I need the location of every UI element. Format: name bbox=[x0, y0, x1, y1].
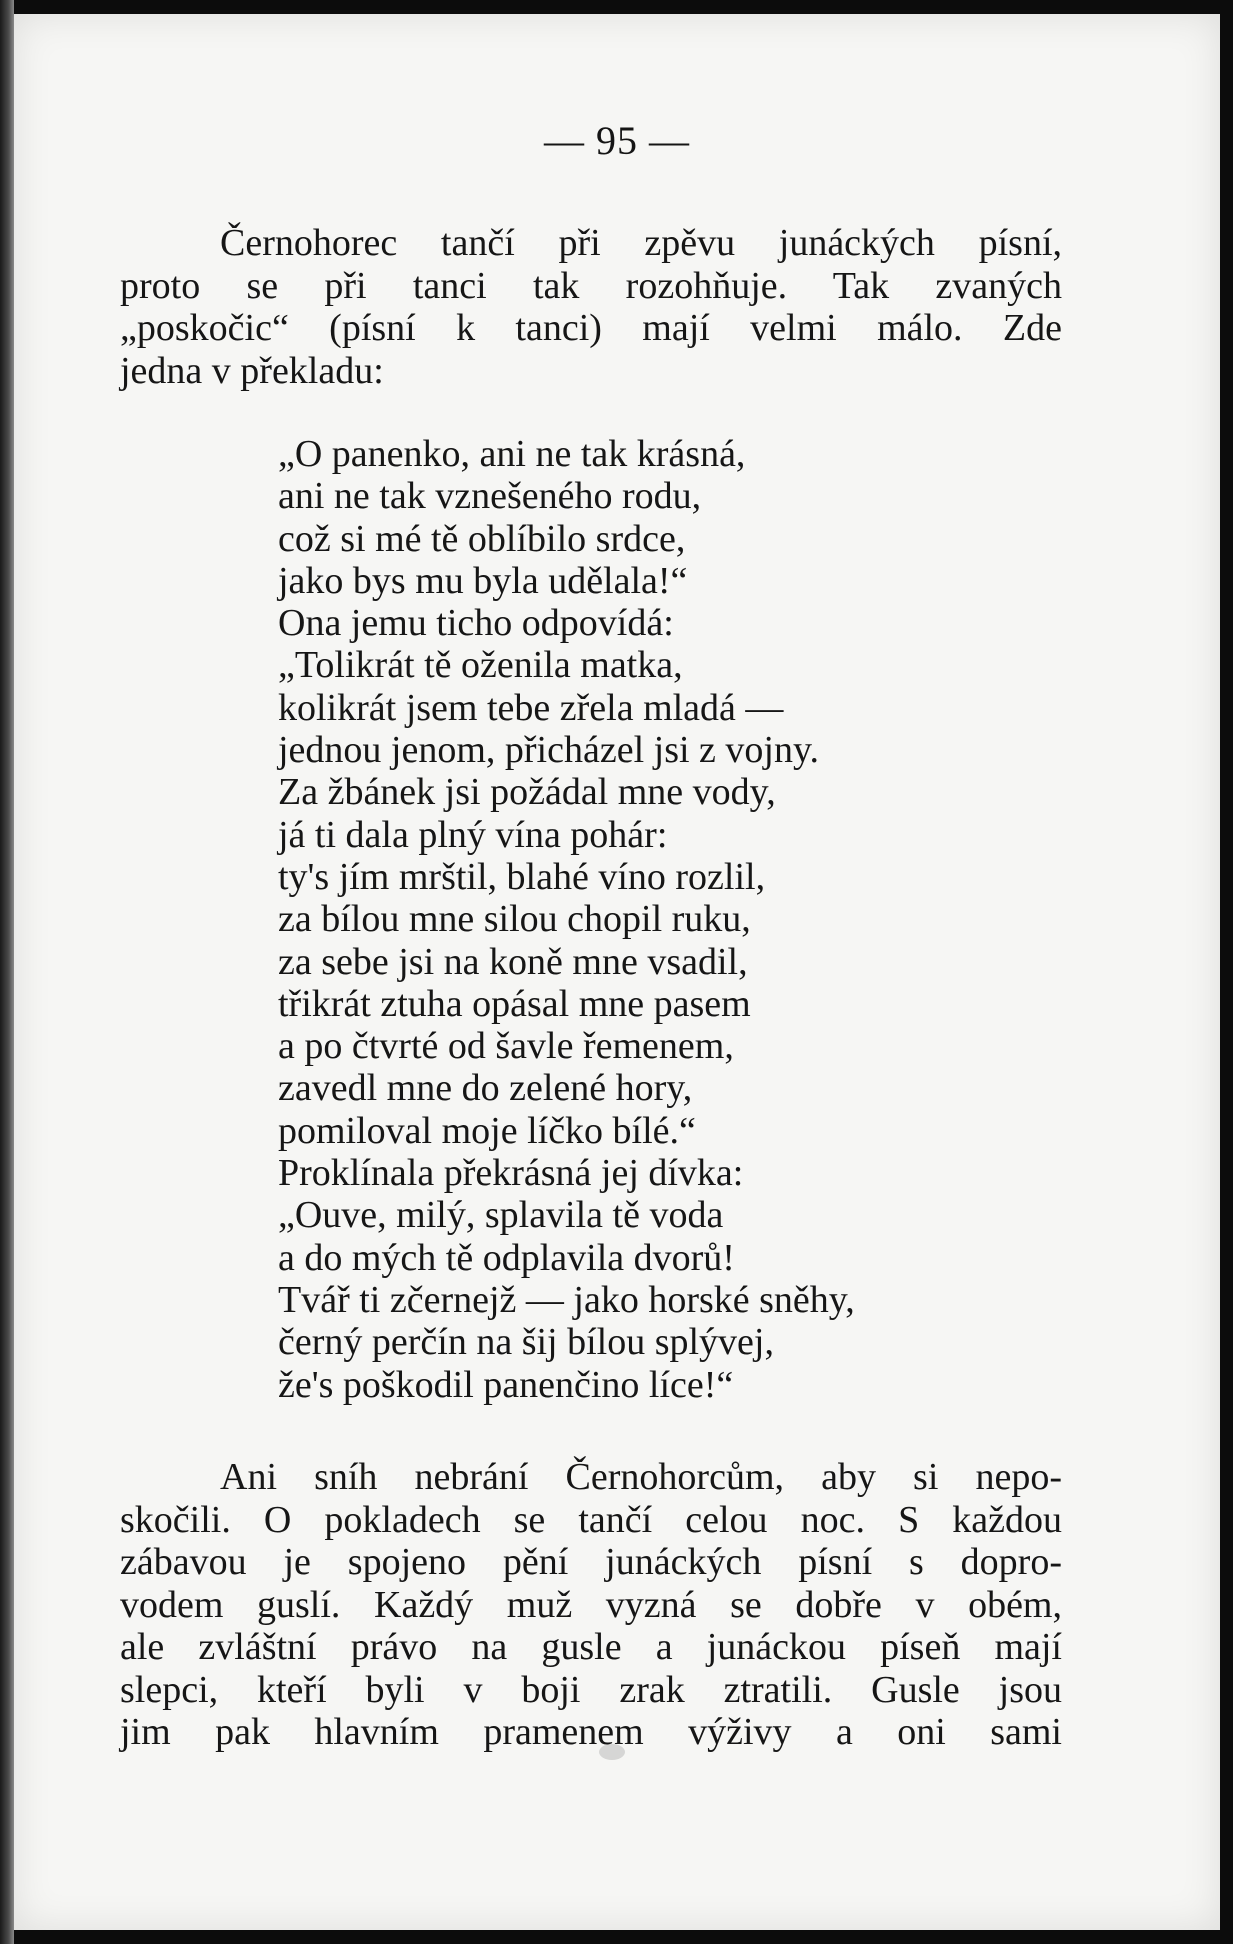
poem-verse: za sebe jsi na koně mne vsadil, bbox=[278, 940, 748, 983]
poem-verse: že's poškodil panenčino líce!“ bbox=[278, 1363, 734, 1406]
book-page bbox=[14, 14, 1220, 1930]
poem-verse: třikrát ztuha opásal mne pasem bbox=[278, 982, 751, 1025]
text-line: Ani sníh nebrání Černohorcům, aby si nepo- bbox=[220, 1456, 1062, 1498]
text-line: „poskočic“ (písní k tanci) mají velmi málo. Zde bbox=[120, 307, 1062, 349]
page-number: — 95 — bbox=[544, 118, 690, 163]
poem-verse: za bílou mne silou chopil ruku, bbox=[278, 898, 751, 941]
text-line: skočili. O pokladech se tančí celou noc. S každou bbox=[120, 1498, 1062, 1541]
poem-verse: pomiloval moje líčko bílé.“ bbox=[278, 1109, 696, 1152]
poem-verse: Tvář ti zčernejž — jako horské sněhy, bbox=[278, 1278, 855, 1321]
text-line: ale zvláštní právo na gusle a junáckou píseň mají bbox=[120, 1626, 1062, 1668]
poem-verse: kolikrát jsem tebe zřela mladá — bbox=[278, 686, 784, 729]
poem-verse: a po čtvrté od šavle řemenem, bbox=[278, 1025, 734, 1068]
text-line: jedna v překladu: bbox=[120, 349, 384, 392]
text-line: proto se při tanci tak rozohňuje. Tak zvaných bbox=[120, 264, 1062, 307]
poem-verse: ani ne tak vznešeného rodu, bbox=[278, 475, 702, 518]
poem-verse: já ti dala plný vína pohár: bbox=[278, 813, 668, 856]
ink-smudge bbox=[599, 1744, 625, 1760]
text-line: Černohorec tančí při zpěvu junáckých písní, bbox=[220, 222, 1062, 264]
text-line: vodem guslí. Každý muž vyzná se dobře v obém, bbox=[120, 1583, 1062, 1626]
poem-verse: Ona jemu ticho odpovídá: bbox=[278, 602, 674, 645]
text-line: slepci, kteří byli v boji zrak ztratili. Gusle jsou bbox=[120, 1668, 1062, 1711]
poem-verse: Proklínala překrásná jej dívka: bbox=[278, 1152, 744, 1195]
text-line: jim pak hlavním pramenem výživy a oni sami bbox=[120, 1711, 1062, 1753]
poem-verse: jednou jenom, přicházel jsi z vojny. bbox=[278, 729, 819, 772]
poem-verse: což si mé tě oblíbilo srdce, bbox=[278, 517, 686, 560]
poem-quote bbox=[278, 433, 855, 1406]
poem-verse: ty's jím mrštil, blahé víno rozlil, bbox=[278, 855, 766, 898]
text-line: zábavou je spojeno pění junáckých písní s dopro- bbox=[120, 1541, 1062, 1583]
poem-verse: jako bys mu byla udělala!“ bbox=[278, 559, 688, 602]
scan-edge bbox=[0, 0, 14, 1944]
poem-verse: Za žbánek jsi požádal mne vody, bbox=[278, 771, 776, 814]
poem-verse: „Ouve, milý, splavila tě voda bbox=[278, 1194, 724, 1237]
poem-verse: zavedl mne do zelené hory, bbox=[278, 1067, 693, 1110]
poem-verse: černý perčín na šij bílou splývej, bbox=[278, 1321, 774, 1364]
poem-verse: a do mých tě odplavila dvorů! bbox=[278, 1236, 735, 1279]
poem-verse: „O panenko, ani ne tak krásná, bbox=[278, 433, 746, 475]
paragraph-intro bbox=[120, 222, 1062, 392]
poem-verse: „Tolikrát tě oženila matka, bbox=[278, 644, 683, 687]
paragraph-body bbox=[120, 1456, 1062, 1754]
